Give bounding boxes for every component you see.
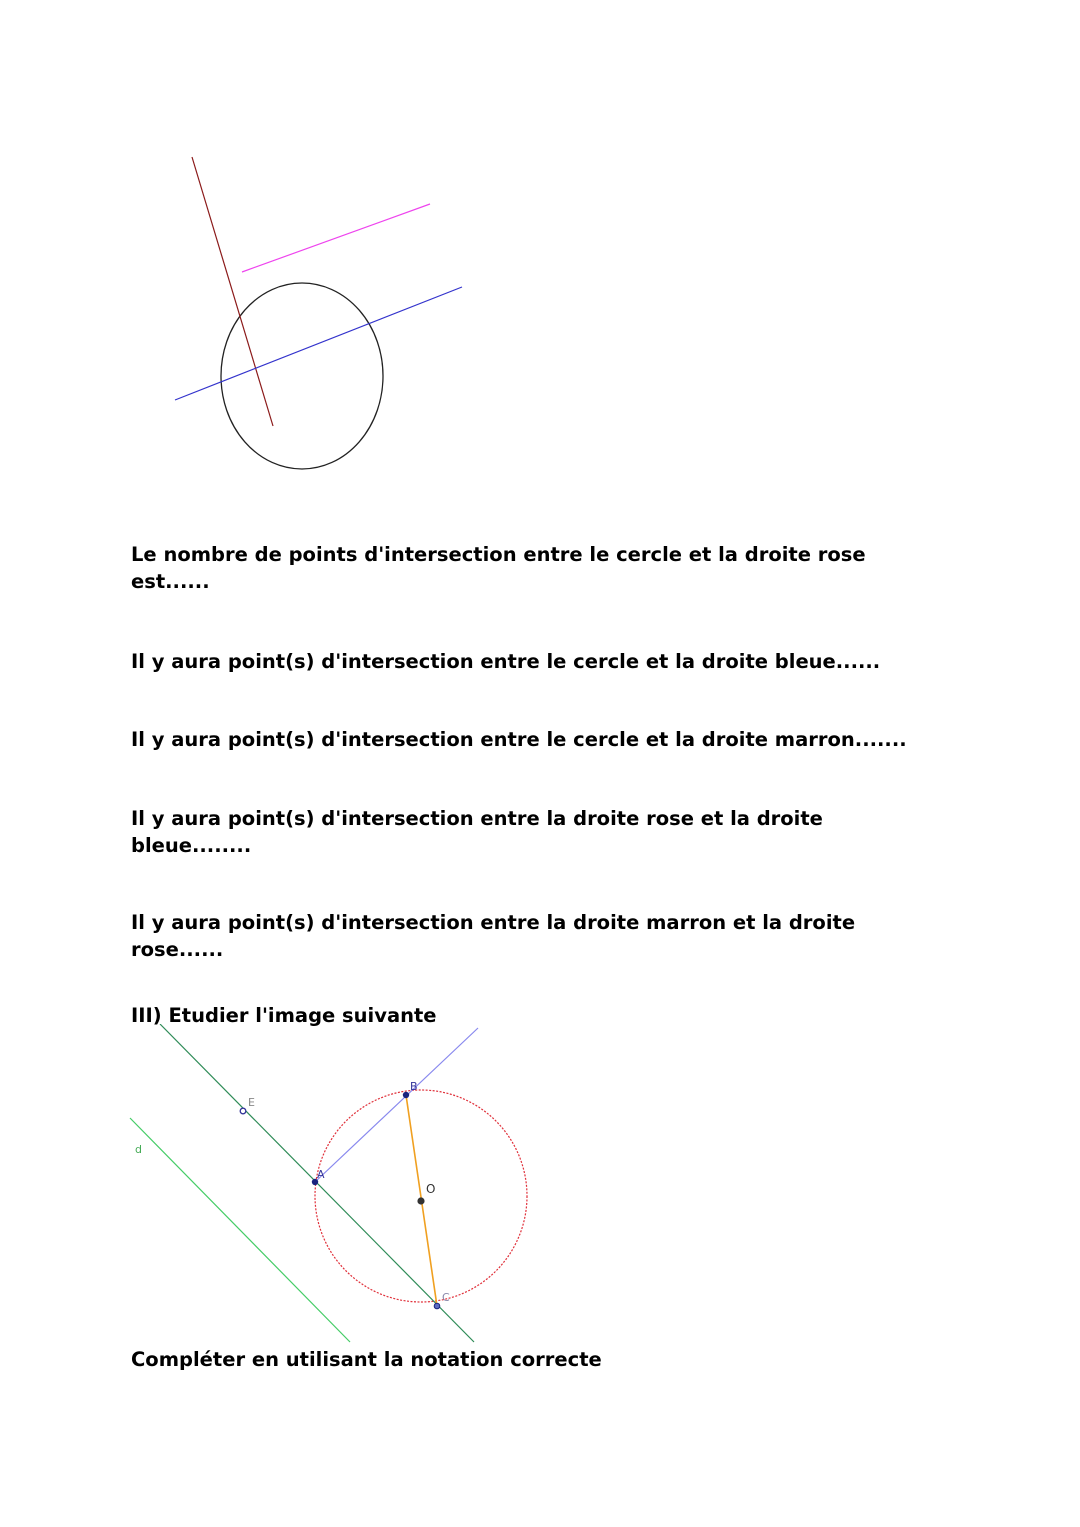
label-d: d [135,1143,142,1156]
brown-line [192,157,273,426]
label-a: A [317,1168,325,1181]
label-b: B [410,1080,418,1093]
line-d [130,1118,350,1342]
question-circle-pink-line: Le nombre de points d'intersection entre le cercle et la droite rose est...... [131,543,866,593]
point-b [403,1092,409,1098]
point-c [434,1303,440,1309]
pink-line [242,204,430,272]
line-ab [315,1028,478,1182]
label-c: C [442,1291,450,1304]
figure-circle-lines [0,0,600,520]
question-circle-brown-line: Il y aura point(s) d'intersection entre le cercle et la droite marron....... [131,728,907,751]
question-circle-blue-line: Il y aura point(s) d'intersection entre le cercle et la droite bleue...... [131,650,881,673]
label-o: O [426,1182,436,1196]
point-e [240,1108,246,1114]
instruction-text: Compléter en utilisant la notation correcte [131,1348,602,1371]
blue-line [175,287,462,400]
section-title: III) Etudier l'image suivante [131,1004,437,1027]
question-pink-blue-lines: Il y aura point(s) d'intersection entre la droite rose et la droite bleue........ [131,807,823,857]
point-o [417,1197,424,1204]
label-e: E [248,1096,255,1109]
figure-geometry-construction [128,1024,568,1344]
circle [221,283,383,469]
question-brown-pink-lines: Il y aura point(s) d'intersection entre la droite marron et la droite rose...... [131,911,856,961]
